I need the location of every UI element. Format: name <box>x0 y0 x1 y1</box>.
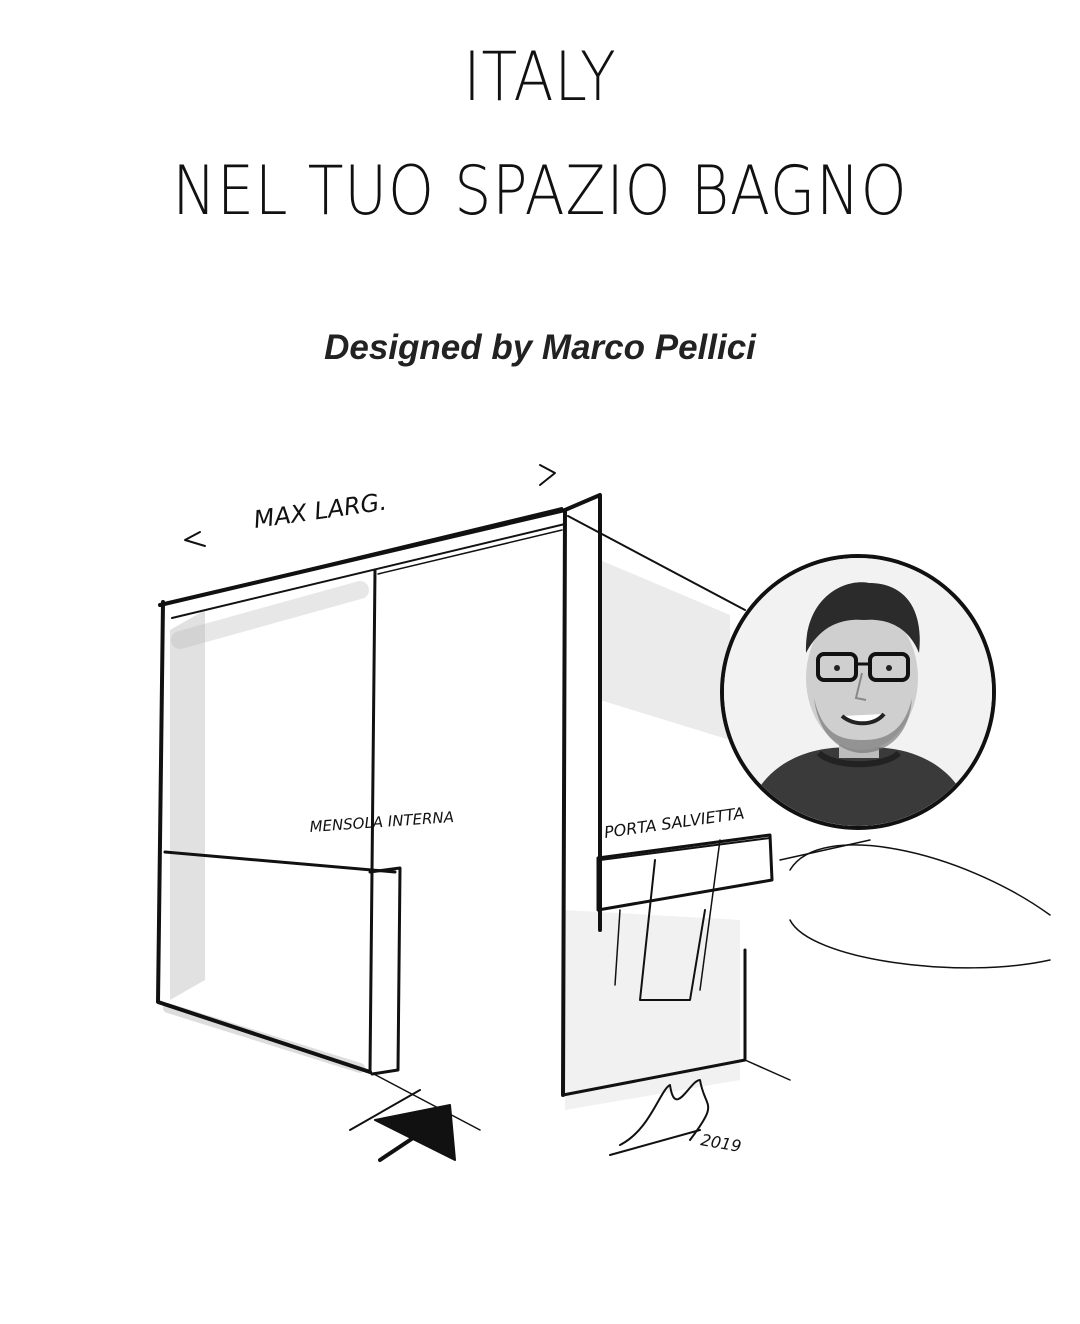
designer-portrait <box>720 554 996 830</box>
sketch-label-width: MAX LARG. <box>251 487 389 534</box>
sketch-label-towel-holder: PORTA SALVIETTA <box>602 803 746 842</box>
heading-line-subtitle: NEL TUO SPAZIO BAGNO <box>172 152 908 231</box>
sketch-label-inner-shelf: MENSOLA INTERNA <box>309 807 455 836</box>
sketch-signature-year: 2019 <box>699 1130 743 1157</box>
designer-byline: Designed by Marco Pellici <box>324 328 756 367</box>
heading-line-italy: ITALY <box>463 38 617 117</box>
designer-photo-illustration <box>724 558 992 826</box>
